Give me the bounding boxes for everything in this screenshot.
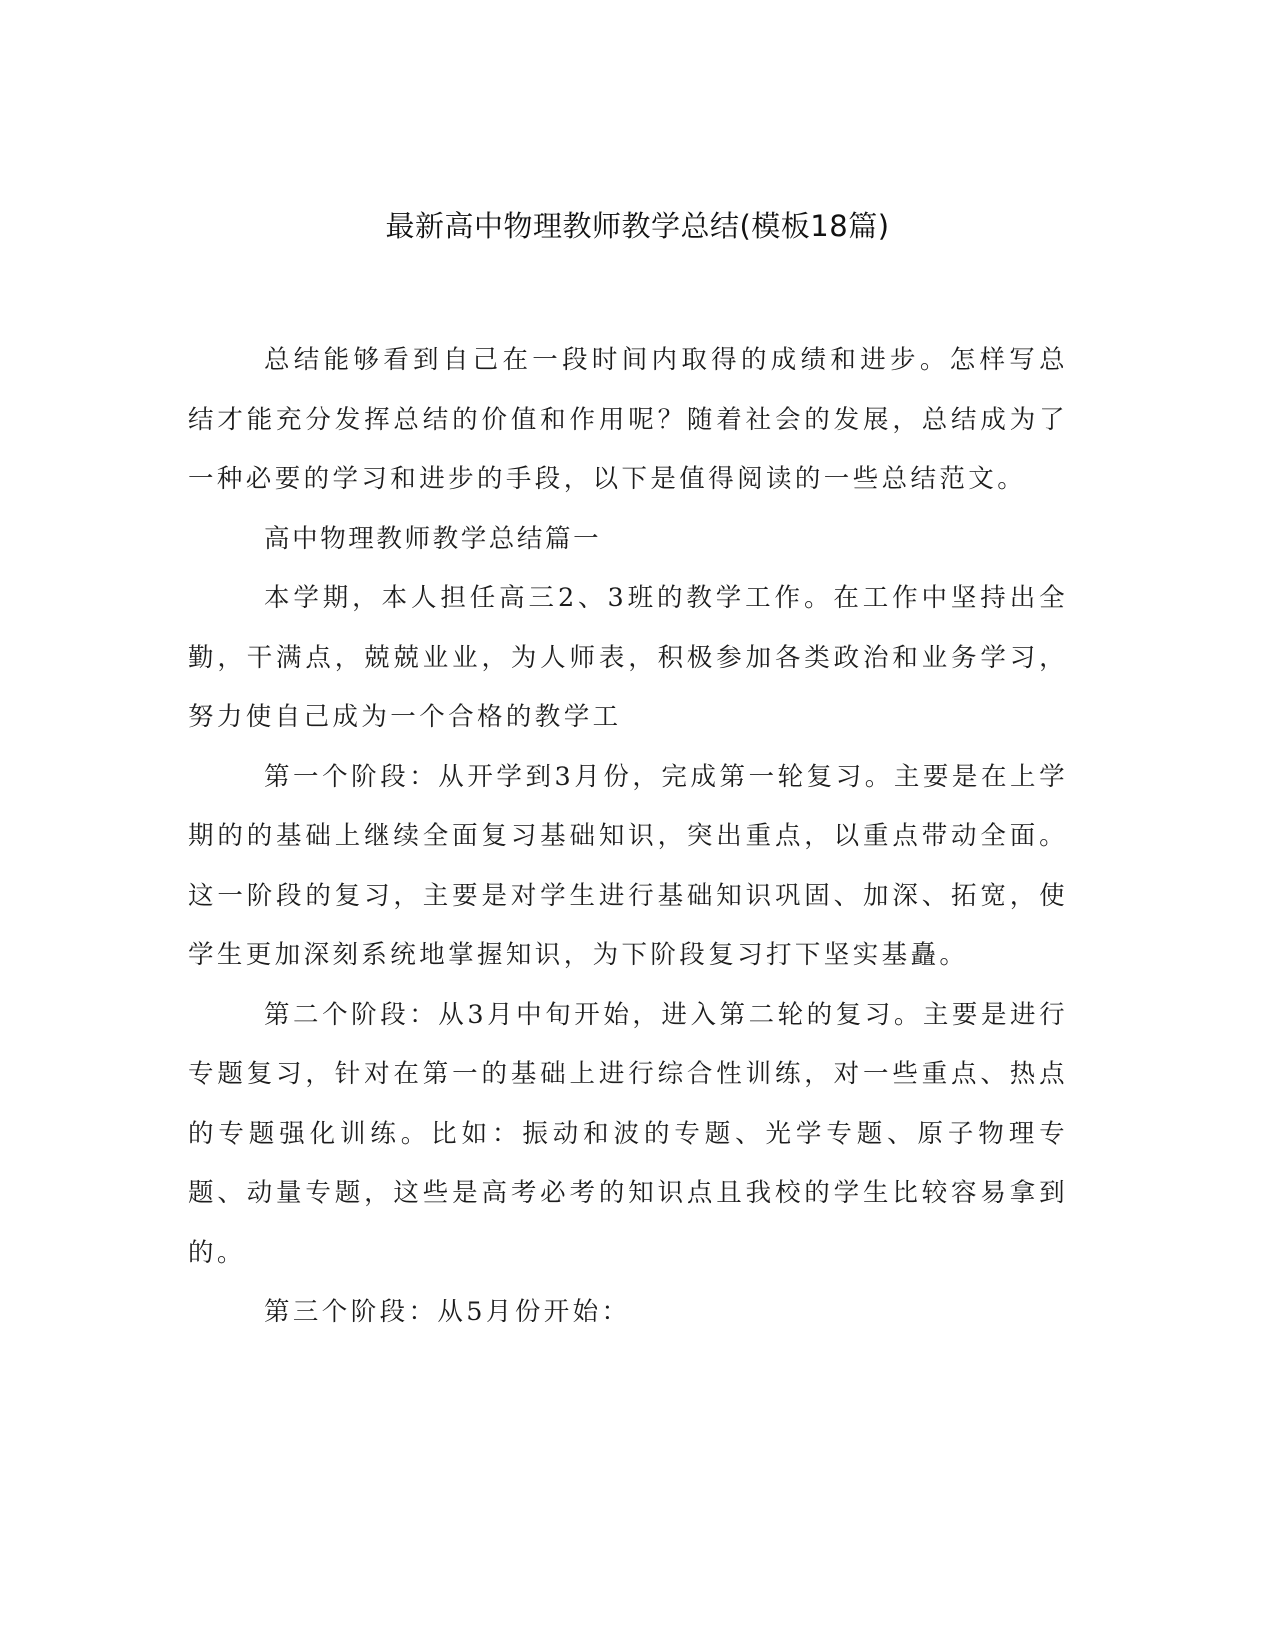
stage-one-paragraph: 第一个阶段：从开学到3月份，完成第一轮复习。主要是在上学期的的基础上继续全面复习基础知识，突出重点，以重点带动全面。这一阶段的复习，主要是对学生进行基础知识巩固、加深、拓宽，使学生更加深刻系统地掌握知识，为下阶段复习打下坚实基矗。 [188,761,1068,970]
document-body [188,331,1068,1343]
stage-two-paragraph: 第二个阶段：从3月中旬开始，进入第二轮的复习。主要是进行专题复习，针对在第一的基础上进行综合性训练，对一些重点、热点的专题强化训练。比如：振动和波的专题、光学专题、原子物理专题、动量专题，这些是高考必考的知识点且我校的学生比较容易拿到的。 [188,999,1068,1268]
section-heading: 高中物理教师教学总结篇一 [264,523,602,554]
document-title: 最新高中物理教师教学总结(模板18篇) [385,209,890,243]
body-paragraph: 本学期，本人担任高三2、3班的教学工作。在工作中坚持出全勤，干满点，兢兢业业，为人师表，积极参加各类政治和业务学习，努力使自己成为一个合格的教学工 [188,583,1068,732]
intro-paragraph: 总结能够看到自己在一段时间内取得的成绩和进步。怎样写总结才能充分发挥总结的价值和作用呢？随着社会的发展，总结成为了一种必要的学习和进步的手段，以下是值得阅读的一些总结范文。 [188,345,1068,494]
stage-three-paragraph: 第三个阶段：从5月份开始： [264,1297,631,1327]
